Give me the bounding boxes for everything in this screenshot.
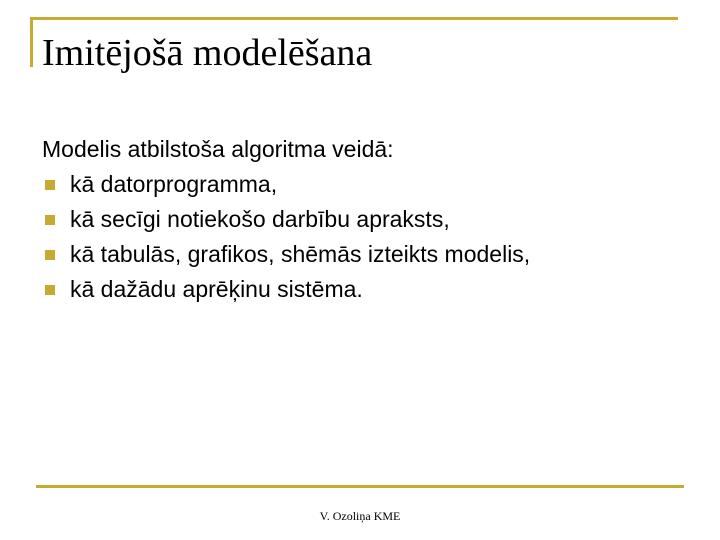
square-bullet-icon [45,250,55,260]
list-item [42,202,702,237]
footer-divider [36,485,684,488]
bullet-list [42,167,702,307]
title-accent-line-left [30,17,33,67]
square-bullet-icon [45,180,55,190]
footer-author: V. Ozoliņa KME [319,509,401,523]
slide-title: Imitējošā modelēšana [42,32,373,74]
intro-text: Modelis atbilstoša algoritma veidā: [42,136,394,162]
list-item [42,167,702,202]
list-item [42,237,702,272]
title-accent-line-top [30,17,678,20]
square-bullet-icon [45,215,55,225]
list-item-label: kā tabulās, grafikos, shēmās izteikts modelis, [70,241,531,267]
slide-content [42,132,702,307]
list-item-label: kā datorprogramma, [70,171,278,197]
list-item [42,272,702,307]
list-item-label: kā secīgi notiekošo darbību apraksts, [70,206,450,232]
list-item-label: kā dažādu aprēķinu sistēma. [70,276,363,302]
square-bullet-icon [45,285,55,295]
